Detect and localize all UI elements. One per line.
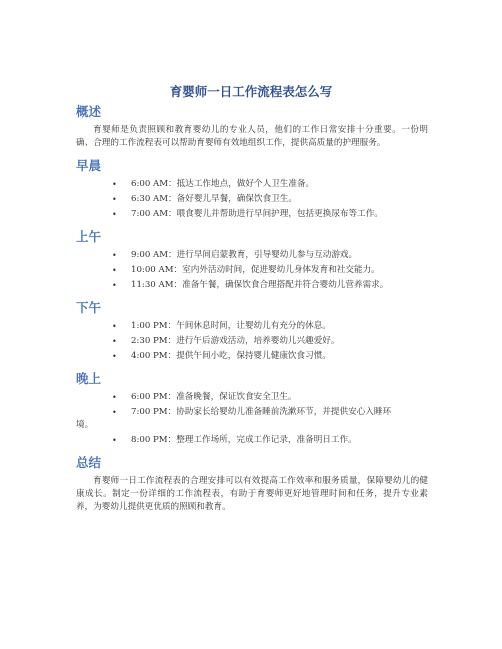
section-overview (76, 104, 428, 150)
document-body (76, 104, 428, 514)
list-item-text: 6:30 AM：备好婴儿早餐，确保饮食卫生。 (131, 194, 297, 204)
list-item-text: 2:30 PM：进行午后游戏活动，培养婴幼儿兴趣爱好。 (131, 336, 340, 346)
bullet-icon: • (112, 281, 117, 290)
list-item (76, 264, 428, 277)
section-evening (76, 371, 428, 447)
section-heading: 早晨 (76, 158, 102, 173)
bullet-icon: • (112, 251, 117, 260)
bullet-icon: • (112, 180, 117, 189)
bullet-icon: • (112, 393, 117, 402)
section-afternoon (76, 300, 428, 363)
bullet-icon: • (112, 436, 117, 445)
list-item (76, 178, 428, 191)
overview-paragraph: 育婴师是负责照顾和教育婴幼儿的专业人员，他们的工作日常安排十分重要。一份明确、合理的工作流程表可以帮助育婴师有效地组织工作，提供高质量的护理服务。 (76, 125, 428, 148)
schedule-list (76, 391, 428, 447)
section-morning (76, 158, 428, 221)
bullet-icon: • (112, 210, 117, 219)
list-item (76, 320, 428, 333)
list-item (76, 249, 428, 262)
section-heading: 下午 (76, 300, 102, 315)
list-item-text-continued: 境。 (76, 420, 94, 430)
list-item (76, 335, 428, 348)
list-item (76, 350, 428, 363)
list-item-text: 10:00 AM：室内外活动时间，促进婴幼儿身体发育和社交能力。 (131, 265, 380, 275)
section-heading: 晚上 (76, 371, 102, 386)
section-heading: 总结 (76, 455, 102, 470)
bullet-icon: • (112, 322, 117, 331)
bullet-icon: • (112, 352, 117, 361)
list-item (76, 193, 428, 206)
bullet-icon: • (112, 408, 117, 417)
list-item (76, 434, 428, 447)
section-summary (76, 455, 428, 514)
list-item (76, 391, 428, 404)
list-item-text: 6:00 AM：抵达工作地点，做好个人卫生准备。 (131, 179, 315, 189)
list-item-text: 7:00 PM：协助家长给婴幼儿准备睡前洗漱环节，并提供安心入睡环 (131, 407, 392, 417)
bullet-icon: • (112, 195, 117, 204)
schedule-list (76, 178, 428, 221)
bullet-icon: • (112, 266, 117, 275)
bullet-icon: • (112, 337, 117, 346)
list-item-text: 8:00 PM：整理工作场所，完成工作记录，准备明日工作。 (131, 435, 357, 445)
list-item (76, 279, 428, 292)
schedule-list (76, 320, 428, 363)
list-item-text: 7:00 AM：喂食婴儿并帮助进行早间护理，包括更换尿布等工作。 (131, 209, 383, 219)
section-heading: 上午 (76, 229, 102, 244)
list-item (76, 406, 428, 432)
list-item-text: 1:00 PM：午间休息时间，让婴幼儿有充分的休息。 (131, 321, 331, 331)
section-forenoon (76, 229, 428, 292)
list-item-text: 4:00 PM：提供午间小吃，保持婴儿健康饮食习惯。 (131, 351, 331, 361)
list-item-text: 6:00 PM：准备晚餐，保证饮食安全卫生。 (131, 392, 297, 402)
document-title: 育婴师一日工作流程表怎么写 (169, 84, 333, 99)
section-heading: 概述 (76, 104, 102, 119)
summary-paragraph: 育婴师一日工作流程表的合理安排可以有效提高工作效率和服务质量，保障婴幼儿的健康成长。制定一份详细的工作流程表，有助于育婴师更好地管理时间和任务，提升专业素养，为婴幼儿提供更优质的照顾和教育。 (76, 476, 428, 512)
schedule-list (76, 249, 428, 292)
list-item (76, 208, 428, 221)
list-item-text: 11:30 AM：准备午餐，确保饮食合理搭配并符合婴幼儿营养需求。 (131, 280, 389, 290)
list-item-text: 9:00 AM：进行早间启蒙教育，引导婴幼儿参与互动游戏。 (131, 250, 358, 260)
